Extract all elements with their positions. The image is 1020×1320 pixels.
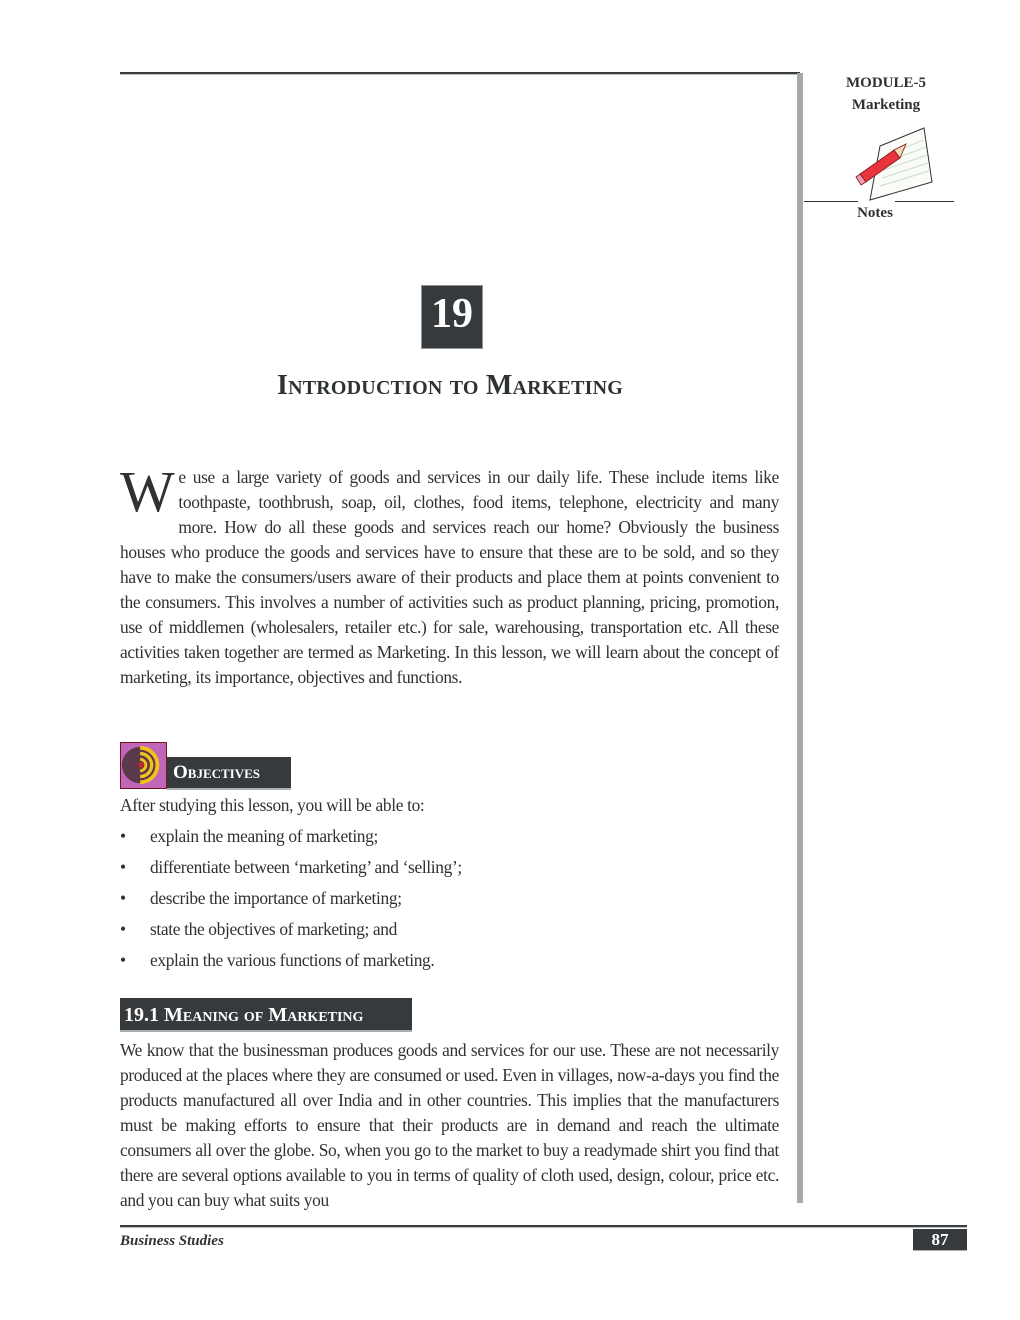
pencil-notepad-icon (848, 124, 938, 206)
bullet-icon: • (120, 826, 126, 846)
margin-bar (797, 73, 803, 1203)
objectives-label: Objectives (167, 757, 291, 790)
chapter-number: 19 (421, 285, 483, 349)
intro-paragraph (120, 459, 779, 690)
objectives-lead: After studying this lesson, you will be able to: (120, 795, 425, 815)
bullet-icon: • (120, 950, 126, 970)
module-label (820, 72, 952, 116)
section-heading: 19.1 Meaning of Marketing (120, 998, 412, 1032)
footer-book-title: Business Studies (120, 1233, 224, 1249)
objectives-list (120, 826, 462, 981)
list-item: • differentiate between ‘marketing’ and ‘selling’; (120, 857, 462, 877)
chapter-title: Introduction to Marketing (276, 370, 623, 401)
notes-rule-right (895, 201, 954, 202)
notes-label: Notes (857, 205, 893, 221)
intro-text: e use a large variety of goods and services in our daily life. These include items like toothpaste, toothbrush, soap, oil, clothes, food items, telephone, electricity and many more. How do all these goods and services reach our home? Obviously the business houses who produce the goods and services have to ensure that these are to be sold, and so they have to make the consumers/users aware of their products and place them at points convenient to the consumers. This involves a number of activities such as product planning, pricing, promotion, use of middlemen (wholesalers, retailer etc.) for sale, warehousing, transportation etc. All these activities taken together are termed as Marketing. In this lesson, we will learn about the concept of marketing, its importance, objectives and functions. (120, 467, 779, 687)
header-rule (120, 72, 800, 75)
dropcap: W (120, 459, 175, 524)
section-paragraph: We know that the businessman produces goods and services for our use. These are not necessarily produced at the places where they are consumed or used. Even in villages, now-a-days you find the products manufactured all over India and in other countries. This implies that the manufacturers must be making efforts to ensure that their products are in demand and reach the ultimate consumers all over the globe. So, when you go to the market to buy a readymade shirt you find that there are several options available to you in terms of quality of cloth used, design, colour, price etc. and you can buy what suits you (120, 1040, 779, 1210)
list-item: • explain the various functions of marketing. (120, 950, 435, 970)
footer-rule (120, 1225, 967, 1228)
bullet-icon: • (120, 857, 126, 877)
notes-rule-left (804, 201, 858, 202)
bullet-icon: • (120, 888, 126, 908)
target-icon (120, 742, 167, 789)
list-item: • state the objectives of marketing; and (120, 919, 397, 939)
module-subject: Marketing (851, 97, 921, 113)
list-item: • describe the importance of marketing; (120, 888, 402, 908)
module-number: MODULE-5 (846, 75, 926, 91)
bullet-icon: • (120, 919, 126, 939)
list-item: • explain the meaning of marketing; (120, 826, 378, 846)
page-number: 87 (913, 1229, 967, 1251)
